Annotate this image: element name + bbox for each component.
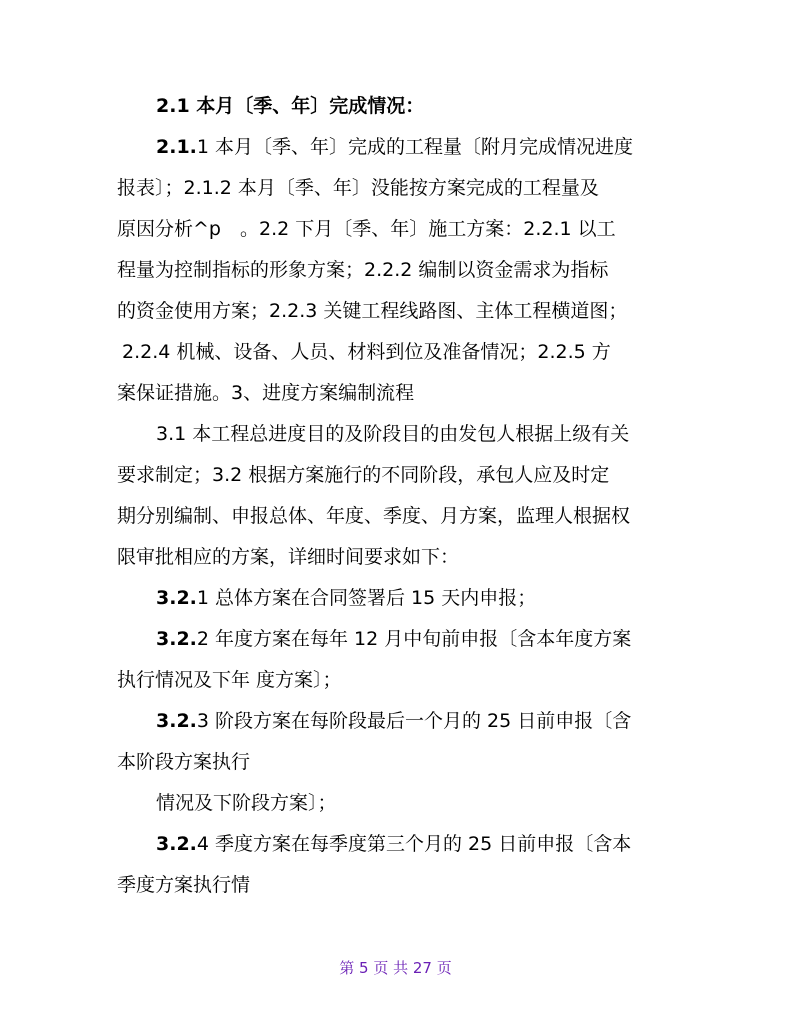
document-body <box>117 86 687 906</box>
page-number-text: 第 5 页 共 27 页 <box>339 959 452 977</box>
text-line <box>117 742 687 783</box>
line-text: 限审批相应的方案，详细时间要求如下： <box>117 546 460 568</box>
line-text: 季度方案执行情 <box>117 874 251 896</box>
section-number: 2.1 本月〔季、年〕完成情况： <box>156 95 425 117</box>
line-text: 要求制定；3.2 根据方案施行的不同阶段，承包人应及时定 <box>117 464 610 486</box>
line-text: 4 季度方案在每季度第三个月的 25 日前申报〔含本 <box>196 833 632 855</box>
line-text: 1 本月〔季、年〕完成的工程量〔附月完成情况进度 <box>196 136 634 158</box>
text-line <box>117 660 687 701</box>
text-line <box>117 455 687 496</box>
text-line <box>117 373 687 414</box>
text-line <box>117 168 687 209</box>
line-text: 原因分析^p 。2.2 下月〔季、年〕施工方案：2.2.1 以工 <box>117 218 616 240</box>
line-text: 报表〕；2.1.2 本月〔季、年〕没能按方案完成的工程量及 <box>117 177 599 199</box>
text-line <box>117 701 687 742</box>
text-line <box>117 537 687 578</box>
line-text: 执行情况及下年 度方案〕； <box>117 669 342 691</box>
line-text: 本阶段方案执行 <box>117 751 251 773</box>
line-text: 期分别编制、申报总体、年度、季度、月方案，监理人根据权 <box>117 505 631 527</box>
line-text: 案保证措施。3、进度方案编制流程 <box>117 382 415 404</box>
text-line <box>117 86 687 127</box>
text-line <box>117 250 687 291</box>
section-number: 3.2. <box>156 710 197 732</box>
line-text: 3.1 本工程总进度目的及阶段目的由发包人根据上级有关 <box>156 423 630 445</box>
section-number: 2.1. <box>156 136 197 158</box>
text-line <box>117 865 687 906</box>
text-line <box>117 127 687 168</box>
page-number-footer <box>0 957 791 978</box>
text-line <box>117 619 687 660</box>
text-line <box>117 332 687 373</box>
text-line <box>117 209 687 250</box>
line-text: 的资金使用方案；2.2.3 关键工程线路图、主体工程横道图； <box>117 300 628 322</box>
line-text: 程量为控制指标的形象方案；2.2.2 编制以资金需求为指标 <box>117 259 609 281</box>
line-text: 3 阶段方案在每阶段最后一个月的 25 日前申报〔含 <box>196 710 632 732</box>
text-line <box>117 414 687 455</box>
text-line <box>117 578 687 619</box>
text-line <box>117 496 687 537</box>
text-line <box>117 291 687 332</box>
text-line <box>117 783 687 824</box>
section-number: 3.2. <box>156 628 197 650</box>
text-line <box>117 824 687 865</box>
line-text: 2.2.4 机械、设备、人员、材料到位及准备情况；2.2.5 方 <box>122 341 611 363</box>
section-number: 3.2. <box>156 587 197 609</box>
line-text: 2 年度方案在每年 12 月中旬前申报〔含本年度方案 <box>196 628 632 650</box>
line-text: 1 总体方案在合同签署后 15 天内申报； <box>196 587 537 609</box>
section-number: 3.2. <box>156 833 197 855</box>
line-text: 情况及下阶段方案〕； <box>156 792 337 814</box>
